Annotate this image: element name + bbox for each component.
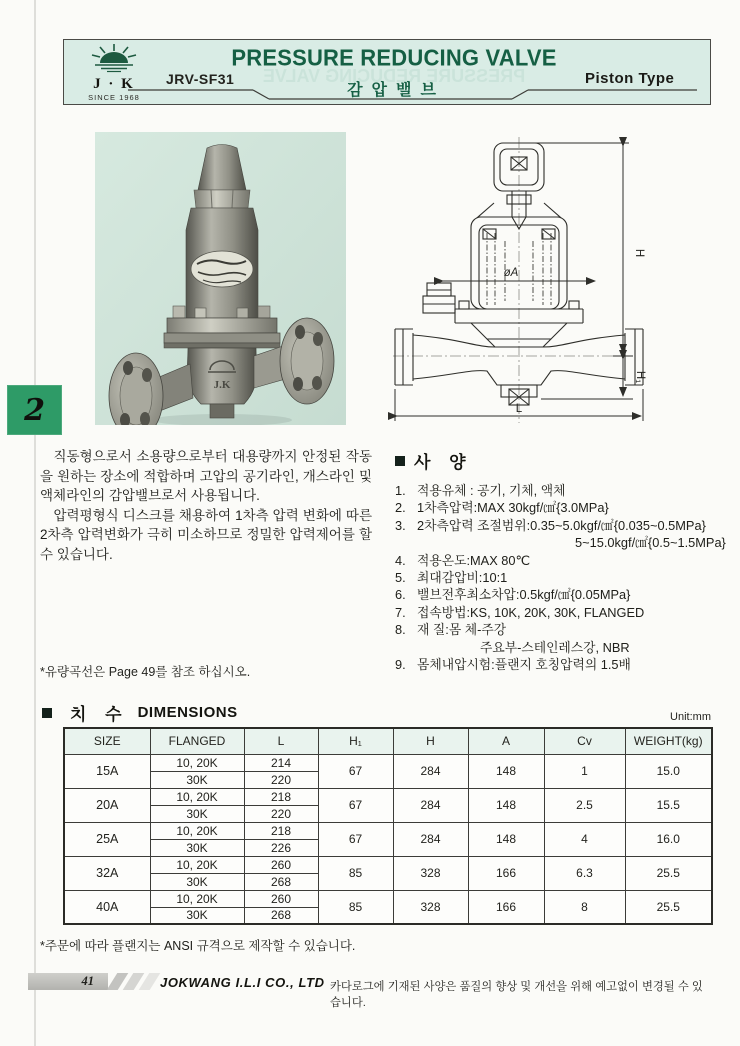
description-paragraph-2: 압력평형식 디스크를 채용하여 1차측 압력 변화에 따른 2차측 압력변화가 극히 미소하므로 정밀한 압력제어를 할 수 있습니다. bbox=[40, 507, 372, 562]
dimensions-heading-ko: 치 수 bbox=[70, 705, 129, 724]
col-header: H bbox=[393, 728, 468, 754]
spec-item: 8. 재 질:몸 체-주강 bbox=[395, 622, 507, 638]
col-header: A bbox=[468, 728, 544, 754]
model-number: JRV-SF31 bbox=[166, 71, 235, 87]
bleedthrough-ghost: PRESSURE REDUCING VALVE bbox=[262, 66, 526, 86]
header-band bbox=[63, 39, 711, 105]
square-bullet-icon bbox=[395, 456, 405, 466]
col-header: Cv bbox=[544, 728, 625, 754]
specifications-section bbox=[395, 448, 725, 673]
section-number-tab: 2 bbox=[7, 385, 62, 435]
page-number: 41 bbox=[81, 974, 94, 988]
table-row: 15A 10, 20K 214 67 284 148 1 15.0 bbox=[64, 754, 712, 771]
spec-item: 9. 몸체내압시험:플랜지 호칭압력의 1.5배 bbox=[395, 657, 631, 673]
dim-label-h: H bbox=[633, 248, 645, 258]
dimensions-heading-en: DIMENSIONS bbox=[137, 704, 238, 721]
unit-label: Unit:mm bbox=[670, 711, 711, 723]
dimensions-heading bbox=[42, 700, 238, 725]
company-name: JOKWANG I.L.I CO., LTD bbox=[160, 975, 325, 990]
valve-body bbox=[187, 348, 256, 404]
spec-item: 7. 접속방법:KS, 10K, 20K, 30K, FLANGED bbox=[395, 604, 645, 620]
table-row: 30K 268 bbox=[64, 873, 712, 890]
table-row: 30K 220 bbox=[64, 805, 712, 822]
description-paragraph-1: 직동형으로서 소용량으로부터 대용량까지 안정된 작동을 원하는 장소에 적합하며 고압의 공기라인, 개스라인 및 액체라인의 감압밸브로서 사용됩니다. bbox=[40, 449, 372, 503]
valve-type-label: Piston Type bbox=[585, 70, 675, 87]
dim-label-h1: H₁ bbox=[634, 370, 646, 384]
flow-curve-note: *유량곡선은 Page 49를 참조 하십시오. bbox=[40, 665, 251, 679]
bottom-plug bbox=[210, 404, 234, 418]
spec-item: 1. 적용유체 : 공기, 기체, 액체 bbox=[395, 483, 566, 498]
table-row: 25A 10, 20K 218 67 284 148 4 16.0 bbox=[64, 822, 712, 839]
spec-item: 6. 밸브전후최소차압:0.5kgf/㎠{0.05MPa} bbox=[395, 587, 631, 603]
valve-photo bbox=[95, 132, 346, 425]
col-header: WEIGHT(kg) bbox=[625, 728, 712, 754]
spec-item: 4. 적용온도:MAX 80℃ bbox=[395, 552, 530, 568]
table-row: 32A 10, 20K 260 85 328 166 6.3 25.5 bbox=[64, 856, 712, 873]
dimension-drawing bbox=[383, 133, 711, 429]
table-header-row bbox=[64, 728, 712, 754]
logo-since-text: SINCE 1968 bbox=[88, 93, 140, 102]
table-row: 40A 10, 20K 260 85 328 166 8 25.5 bbox=[64, 890, 712, 907]
table-row: 30K 226 bbox=[64, 839, 712, 856]
table-row: 20A 10, 20K 218 67 284 148 2.5 15.5 bbox=[64, 788, 712, 805]
col-header: SIZE bbox=[64, 728, 150, 754]
specs-heading-text: 사 양 bbox=[414, 453, 473, 472]
table-row: 30K 268 bbox=[64, 907, 712, 924]
spec-item: 3. 2차측압력 조절범위:0.35~5.0kgf/㎠{0.035~0.5MPa} bbox=[395, 517, 706, 533]
spec-item-continued: 주요부-스테인레스강, NBR bbox=[480, 639, 630, 655]
scan-fold-line bbox=[34, 0, 36, 1046]
bonnet-flange bbox=[167, 318, 277, 333]
spec-item: 2. 1차측압력:MAX 30kgf/㎠{3.0MPa} bbox=[395, 500, 609, 516]
specs-heading bbox=[395, 448, 725, 473]
spec-item-continued: 5~15.0kgf/㎠{0.5~1.5MPa} bbox=[575, 535, 726, 551]
col-header: FLANGED bbox=[150, 728, 244, 754]
company-logo bbox=[72, 43, 156, 103]
dim-label-l: L bbox=[515, 403, 523, 415]
footer-disclaimer: 카다로그에 기재된 사양은 품질의 향상 및 개선을 위해 예고없이 변경될 수 있습니다. bbox=[330, 981, 703, 1009]
page-title: PRESSURE REDUCING VALVE bbox=[231, 44, 557, 71]
square-bullet-icon bbox=[42, 708, 52, 718]
sunrise-icon bbox=[85, 43, 143, 73]
dimensions-table bbox=[63, 727, 713, 925]
dim-label-a: øA bbox=[503, 267, 519, 279]
description-block bbox=[40, 447, 372, 564]
spec-item: 5. 최대감압비:10:1 bbox=[395, 570, 508, 586]
ansi-note: *주문에 따라 플랜지는 ANSI 규격으로 제작할 수 있습니다. bbox=[40, 939, 356, 953]
body-emboss-text: J.K bbox=[213, 379, 231, 391]
col-header: H₁ bbox=[318, 728, 393, 754]
col-header: L bbox=[244, 728, 318, 754]
page-subtitle-korean: 감압밸브 bbox=[347, 82, 445, 99]
logo-brand-text: J · K bbox=[93, 76, 135, 92]
table-row: 30K 220 bbox=[64, 771, 712, 788]
page-number-bar bbox=[28, 973, 108, 990]
